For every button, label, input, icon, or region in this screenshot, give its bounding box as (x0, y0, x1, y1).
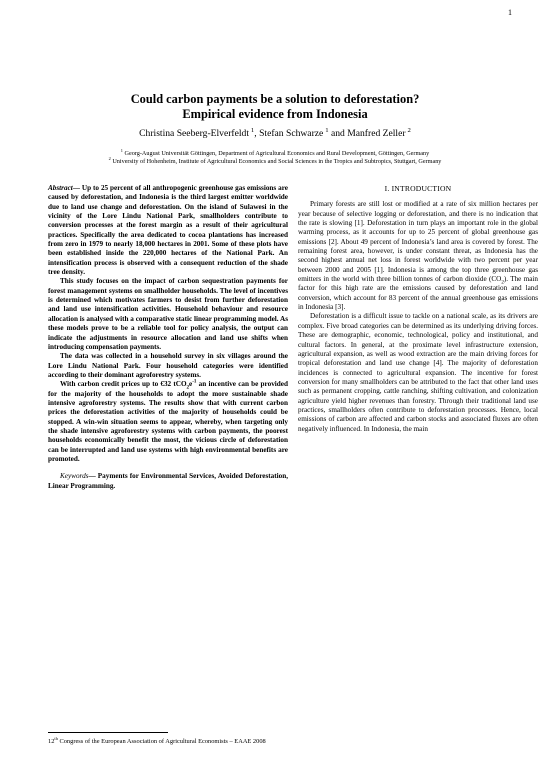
intro-text-1b: ). The main factor for this high rate are the emissions caused by deforestation and land conversion, which account for 83 percent of the annual greenhouse gas emissions in Indonesia [3]. (298, 275, 539, 312)
footer-divider (48, 732, 168, 733)
footer-number: 12 (48, 738, 55, 745)
abstract-paragraph-2: This study focuses on the impact of carbon sequestration payments for forest management systems on smallholder households. The level of incentives is determined which motivates farmers to desist from further deforestation and land use intensification activities. Household behaviour and resource allocation is analysed with a comparative static linear programming model. As these models prove to be a reliable tool for policy analysis, the output can indicate the adjustments in resource allocation and land use shifts when introducing compensation payments. (48, 277, 288, 351)
abstract-column (48, 184, 288, 491)
affiliation-number: 1 (120, 147, 123, 153)
footer-text: Congress of the European Association of Agricultural Economists – EAAE 2008 (57, 738, 266, 745)
title-line-2: Empirical evidence from Indonesia (182, 107, 368, 121)
keywords-text: Payments for Environmental Services, Avoided Deforestation, Linear Programming. (48, 472, 289, 490)
footer-superscript: th (54, 735, 58, 741)
author-2: Stefan Schwarze (259, 128, 324, 139)
abstract-paragraph-3: The data was collected in a household survey in six villages around the Lore Lindu National Park. Four household categories were identified according to their dominant agroforestry systems. (48, 352, 288, 379)
author-3: Manfred Zeller (347, 128, 406, 139)
abstract-text-4a: With carbon credit prices up to €32 tCO (60, 380, 187, 389)
superscript: -1 (192, 379, 197, 385)
author-separator: and (328, 128, 348, 139)
author-1: Christina Seeberg-Elverfeldt (139, 128, 249, 139)
intro-text-1a: Primary forests are still lost or modified at a rate of six million hectares per year because of selective logging or deforestation, and there is no indication that the rate is slowing [1]. Deforestation in turn plays an important role in the global warming process, as it accounts for up to 25 percent of global greenhouse gas emissions [2]. About 49 percent of Indonesia’s land area is covered by forest. The remaining forest area, however, is under constant threat, as Indonesia has the second highest annual net loss in forest worldwide with two percent per year between 2000 and 2005 [1]. Indonesia is among the top three greenhouse gas emitters in the world with three billion tonnes of carbon dioxide (CO (298, 200, 538, 284)
author-separator: , (254, 128, 260, 139)
footer (48, 735, 266, 745)
affiliation-number: 2 (108, 155, 111, 161)
abstract-label: Abstract (48, 184, 73, 192)
keywords-label: Keywords (60, 472, 89, 481)
abstract-text-4b: an incentive can be provided for the majority of the households to adopt the more sustainable shade intensive agroforestry systems. The results show that with current carbon prices the deforestation activities of the majority of households could be stopped. A win-win situation seems to appear, whereby, when targeting only the shade intensive agroforestry systems with carbon payments, the poorest households economically benefit the most, the vicious circle of deforestation can be interrupted and land use systems with high environmental benefits are promoted. (48, 380, 288, 463)
affiliation-1 (0, 147, 550, 157)
abstract-text-4mid: e (189, 380, 193, 389)
abstract-dash: — (72, 184, 82, 192)
affiliation-text: Georg-August Universität Göttingen, Department of Agricultural Economics and Rural Development, Göttingen, Germany (124, 150, 430, 157)
affiliation-2 (0, 155, 550, 165)
section-heading-introduction: I. INTRODUCTION (384, 184, 452, 193)
subscript: 2 (186, 385, 190, 391)
abstract-text-1: Up to 25 percent of all anthropogenic greenhouse gas emissions are caused by deforestation, and Indonesia is the third largest emitter worldwide due to land use change and deforestation. On the island of Sulawesi in the vicinity of the Lore Lindu National Park, smallholders contribute to conversion processes at the forest margin as a result of their agricultural practices. Specifically the area dedicated to cocoa plantations has increased from zero in 1979 to nearly 18,000 hectares in 2001. Some of these plots have been established inside the 220,000 hectares of the National Park. An intensification process is observed with a consequent reduction of the shade tree density. (48, 184, 288, 277)
keywords-paragraph (48, 472, 288, 491)
introduction-column (298, 184, 538, 434)
author-1-affil-mark: 1 (250, 126, 255, 134)
subscript: 2 (501, 280, 504, 286)
title-line-1: Could carbon payments be a solution to deforestation? (130, 92, 420, 106)
paper-title (0, 92, 550, 122)
abstract-paragraph-4 (48, 380, 288, 464)
affiliation-text: University of Hohenheim, Institute of Agricultural Economics and Social Sciences in the Tropics and Subtropics, Stuttgart, Germany (112, 158, 442, 165)
author-2-affil-mark: 1 (325, 126, 329, 134)
intro-paragraph-2: Deforestation is a difficult issue to tackle on a national scale, as its drivers are complex. Five broad categories can be determined as its underlying driving forces. These are demographic, economic, technological, policy and institutional, and cultural factors. In general, at the proximate level infrastructure extension, agricultural expansion, as well as wood extraction are the main driving forces for tropical deforestation and land use change [4]. The majority of deforestation incidences is connected to agricultural expansion. The incentive for forest conversion for many smallholders can be attributed to the fact that other land uses such as permanent cropping, cattle ranching, shifting cultivation, and colonization agriculture yield higher revenues than forestry. Through their traditional land use practices, smallholders often contribute to deforestation processes. Hence, local emissions of carbon are affected and carbon stocks and associated fluxes are often negatively influenced. In Indonesia, the main (298, 312, 538, 433)
author-3-affil-mark: 2 (407, 126, 411, 134)
keywords-dash: — (88, 472, 98, 481)
author-list (0, 128, 550, 139)
page-number: 1 (508, 8, 512, 17)
abstract-paragraph-1 (48, 184, 288, 277)
intro-paragraph-1 (298, 200, 538, 312)
